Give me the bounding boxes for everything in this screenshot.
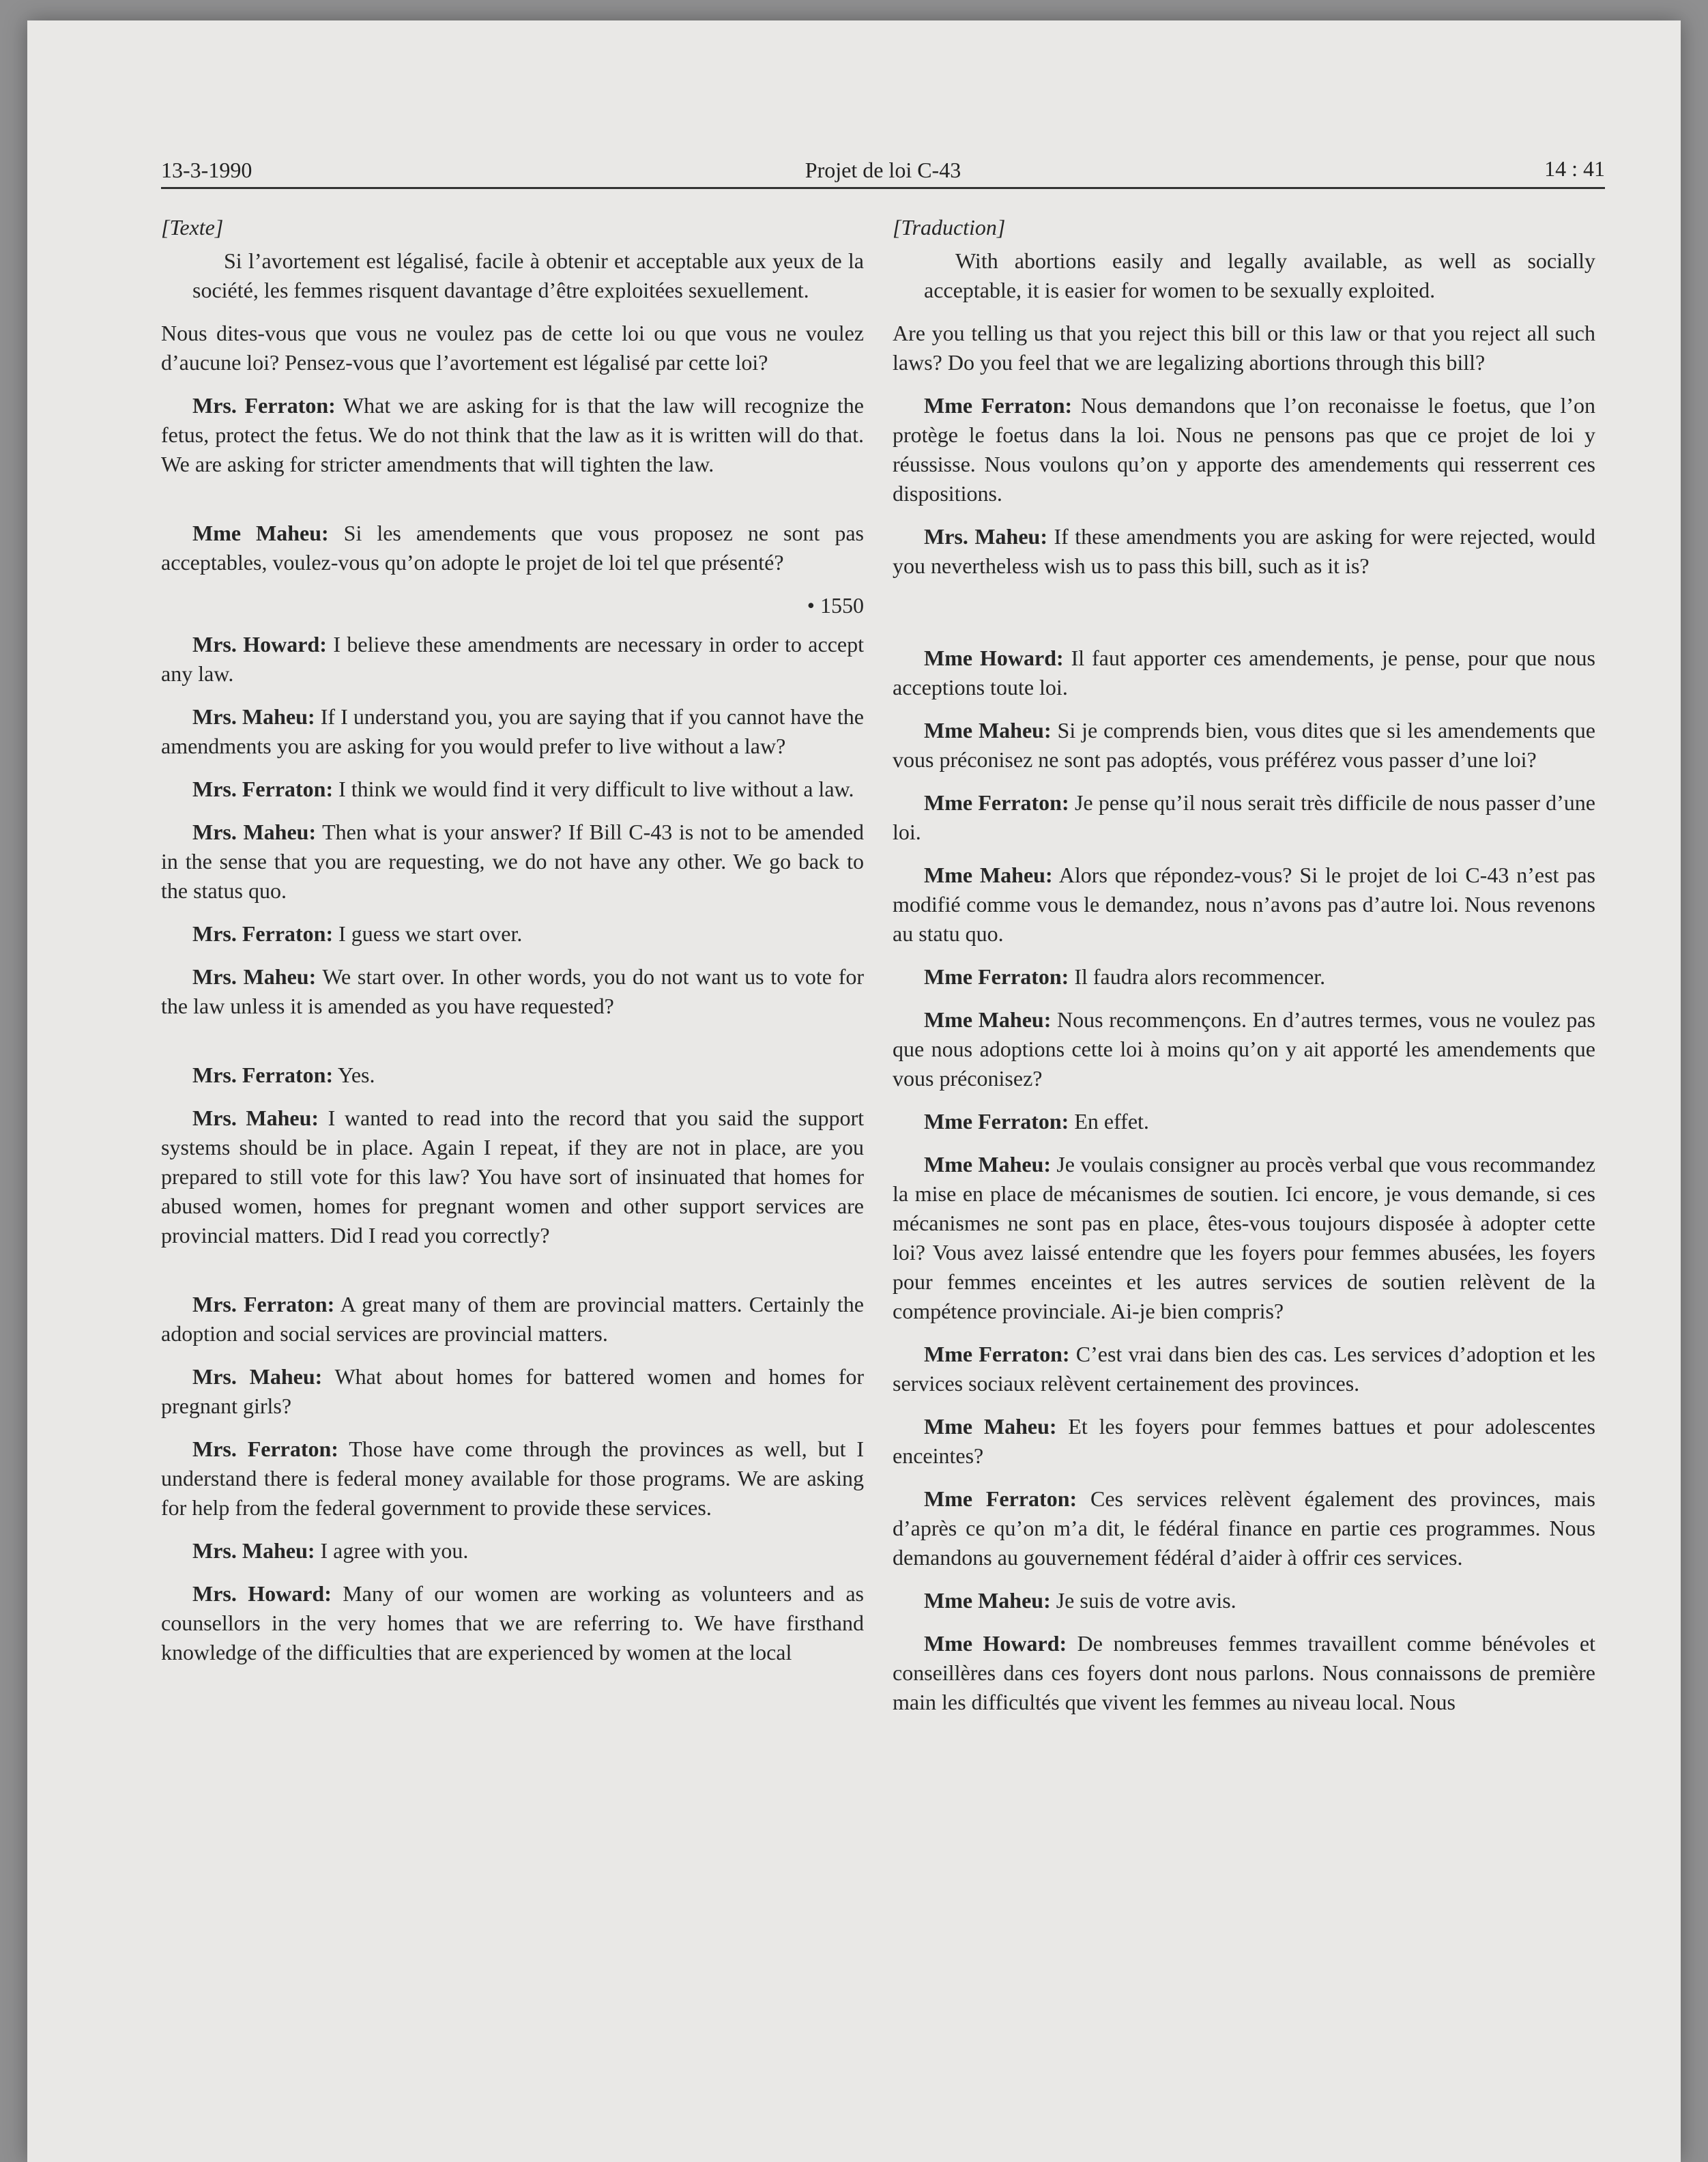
speech [893,522,1595,581]
speech [893,1412,1595,1471]
header-page-number: 14 : 41 [1544,156,1605,181]
speech [893,962,1595,992]
speech [161,391,864,479]
section-tag: [Traduction] [893,215,1006,240]
page-sheet [27,20,1681,2162]
speech [161,1579,864,1667]
speech-text: What we are asking for is that the law will recognize the fetus, protect the fetus. We do not think that the law as it is written will do that. We are asking for stricter amendments that will tighten the law. [161,393,865,476]
speech [161,1290,864,1349]
speech-text: De nombreuses femmes travaillent comme bénévoles et conseillères dans ces foyers dont nous parlons. Nous connaissons de première main les difficultés que vivent les femmes au niveau local. Nous [893,1631,1596,1714]
speech [161,702,864,761]
intro-paragraph: With abortions easily and legally available, as well as socially acceptable, it is easier for women to be sexually exploited. [924,248,1595,302]
speech [161,1104,864,1250]
page-header [161,152,1605,189]
speech [893,1586,1595,1615]
speech [893,788,1595,847]
right-column [893,213,1595,1731]
speech-text: Ces services relèvent également des provinces, mais d’après ce qu’on m’a dit, le fédéral finance en partie ces programmes. Nous demandons au gouvernement fédéral d’aider à offrir ces services. [893,1486,1596,1570]
speech-text: Many of our women are working as volunteers and as counsellors in the very homes that we are referring to. We have firsthand knowledge of the difficulties that are experienced by women at the local [161,1581,864,1664]
speech-text: Then what is your answer? If Bill C-43 is not to be amended in the sense that you are requesting, we do not have any other. We go back to the status quo. [161,820,865,903]
speech-text: If these amendments you are asking for were rejected, would you nevertheless wish us to pass this bill, such as it is? [893,524,1596,578]
speech [893,1484,1595,1572]
speech [161,630,864,689]
speaker-name: Mrs. Maheu: [192,1106,319,1130]
speech [161,919,864,949]
speech-text: Yes. [333,1063,375,1087]
speech-text: A great many of them are provincial matters. Certainly the adoption and social services are provincial matters. [161,1292,865,1346]
speaker-name: Mrs. Ferraton: [192,1063,334,1087]
speech-text: I think we would find it very difficult to live without a law. [333,777,854,801]
question-paragraph: Are you telling us that you reject this bill or this law or that you reject all such laws? Do you feel that we are legalizing abortions through this bill? [893,321,1595,375]
speaker-name: Mme Maheu: [924,863,1053,887]
speech [893,1107,1595,1136]
speech-text: C’est vrai dans bien des cas. Les services d’adoption et les services sociaux relèvent certainement des provinces. [893,1342,1596,1396]
speaker-name: Mrs. Maheu: [924,524,1048,549]
speech-text: Those have come through the provinces as well, but I understand there is federal money available for those programs. We are asking for help from the federal government to provide these services. [161,1437,865,1520]
speech [161,1536,864,1566]
question-paragraph: Nous dites-vous que vous ne voulez pas de cette loi ou que vous ne voulez d’aucune loi? Pensez-vous que l’avortement est légalisé par cette loi? [161,321,864,375]
header-date: 13-3-1990 [161,158,252,182]
speech-text: Alors que répondez-vous? Si le projet de loi C-43 n’est pas modifié comme vous le demandez, nous n’avons pas d’autre loi. Nous revenons au statu quo. [893,863,1596,946]
header-title: Projet de loi C-43 [805,158,961,182]
speaker-name: Mme Maheu: [924,1588,1051,1613]
speaker-name: Mme Ferraton: [924,964,1069,989]
speaker-name: Mme Howard: [924,1631,1067,1656]
speaker-name: Mrs. Ferraton: [192,1437,338,1461]
time-marker: • 1550 [807,593,864,618]
speaker-name: Mrs. Ferraton: [192,1292,335,1316]
speaker-name: Mrs. Ferraton: [192,393,336,418]
speaker-name: Mme Ferraton: [924,790,1069,815]
speech [161,1362,864,1421]
speech [893,1629,1595,1717]
speech-text: Je voulais consigner au procès verbal que vous recommandez la mise en place de mécanismes de soutien. Ici encore, je vous demande, si ces mécanismes ne sont pas en place, êtes-vous toujours disposée à adopter cette loi? Vous avez laissé entendre que les foyers pour femmes abusées, les foyers pour femmes enceintes et les autres services de soutien relèvent de la compétence provinciale. Ai-je bien compris? [893,1152,1596,1323]
speaker-name: Mrs. Maheu: [192,964,317,989]
speech-text: I believe these amendments are necessary in order to accept any law. [161,632,865,686]
speech [161,775,864,804]
speech-text: Je suis de votre avis. [1050,1588,1236,1613]
speech [893,1340,1595,1398]
speaker-name: Mrs. Maheu: [192,1538,315,1563]
speech [161,1435,864,1523]
intro-paragraph: Si l’avortement est légalisé, facile à obtenir et acceptable aux yeux de la société, les femmes risquent davantage d’être exploitées sexuellement. [192,248,864,302]
speaker-name: Mme Maheu: [924,1414,1057,1439]
speaker-name: Mrs. Maheu: [192,820,317,844]
speaker-name: Mme Ferraton: [924,1342,1070,1366]
speaker-name: Mme Howard: [924,646,1064,670]
speech-text: If I understand you, you are saying that if you cannot have the amendments you are asking for you would prefer to live without a law? [161,704,865,758]
section-tag: [Texte] [161,215,224,240]
speaker-name: Mrs. Ferraton: [192,921,334,946]
speech-text: Nous demandons que l’on reconaisse le foetus, que l’on protège le foetus dans la loi. Nous ne pensons pas que ce projet de loi y réussisse. Nous voulons qu’on y apporte des amendements qui resserrent ces dispositions. [893,393,1596,506]
speaker-name: Mrs. Maheu: [192,704,315,729]
speech-text: We start over. In other words, you do not want us to vote for the law unless it is amended as you have requested? [161,964,865,1018]
speech [893,716,1595,775]
speaker-name: Mrs. Howard: [192,1581,332,1606]
speech-text: Je pense qu’il nous serait très difficile de nous passer d’une loi. [893,790,1596,844]
speech [893,861,1595,949]
speech-text: Et les foyers pour femmes battues et pour adolescentes enceintes? [893,1414,1595,1468]
left-column [161,213,864,1681]
speech-text: Si je comprends bien, vous dites que si les amendements que vous préconisez ne sont pas adoptés, vous préférez vous passer d’une loi? [893,718,1595,772]
speaker-name: Mme Ferraton: [924,393,1073,418]
speaker-name: Mme Maheu: [924,1152,1052,1177]
speaker-name: Mme Ferraton: [924,1486,1077,1511]
speech [161,519,864,577]
speech [161,818,864,906]
speech-text: I agree with you. [315,1538,469,1563]
speaker-name: Mme Maheu: [924,1007,1052,1032]
speech [893,391,1595,508]
speech-text: Il faut apporter ces amendements, je pense, pour que nous acceptions toute loi. [893,646,1595,700]
speaker-name: Mrs. Maheu: [192,1364,323,1389]
speaker-name: Mme Maheu: [924,718,1052,743]
speech [893,1005,1595,1093]
speech [893,644,1595,702]
speaker-name: Mme Ferraton: [924,1109,1069,1134]
speech-text: I wanted to read into the record that you said the support systems should be in place. Again I repeat, if they are not in place, are you prepared to still vote for this law? You have sort of insinuated that homes for abused women, homes for pregnant women and other support services are provincial matters. Did I read you correctly? [161,1106,865,1248]
speech-text: En effet. [1069,1109,1149,1134]
speech-text: Si les amendements que vous proposez ne sont pas acceptables, voulez-vous qu’on adopte le projet de loi tel que présenté? [161,521,865,575]
speech-text: I guess we start over. [333,921,523,946]
speech [161,962,864,1021]
speech [893,1150,1595,1326]
speech-text: What about homes for battered women and homes for pregnant girls? [161,1364,864,1418]
speaker-name: Mrs. Howard: [192,632,327,657]
speech [161,1061,864,1090]
speaker-name: Mrs. Ferraton: [192,777,334,801]
speech-text: Il faudra alors recommencer. [1069,964,1326,989]
speaker-name: Mme Maheu: [192,521,329,545]
speech-text: Nous recommençons. En d’autres termes, vous ne voulez pas que nous adoptions cette loi à moins qu’on y ait apporté les amendements que vous préconisez? [893,1007,1596,1091]
